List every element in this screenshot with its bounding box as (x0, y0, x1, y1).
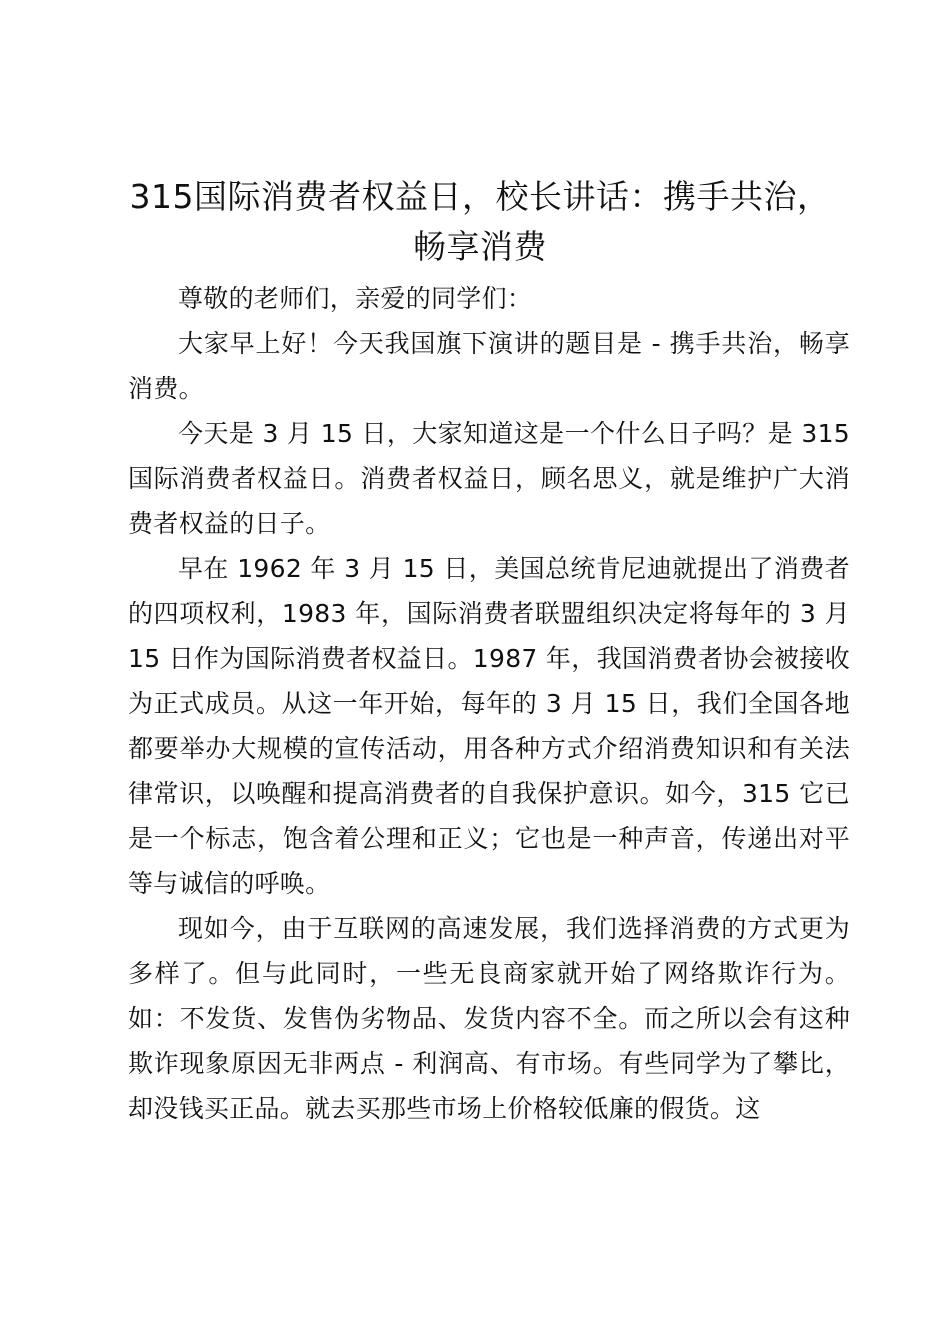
paragraph-online-fraud: 现如今，由于互联网的高速发展，我们选择消费的方式更为多样了。但与此同时，一些无良商家就开始了网络欺诈行为。如：不发货、发售伪劣物品、发货内容不全。而之所以会有这种欺诈现象原因无非两点 - 利润高、有市场。有些同学为了攀比，却没钱买正品。就去买那些市场上价格较低廉的假货。这 (128, 914, 850, 1123)
paragraph-history: 早在 1962 年 3 月 15 日，美国总统肯尼迪就提出了消费者的四项权利，1983 年，国际消费者联盟组织决定将每年的 3 月 15 日作为国际消费者权益日。1987 年，我国消费者协会被接收为正式成员。从这一年开始，每年的 3 月 15 日，我们全国各地都要举办大规模的宣传活动，用各种方式介绍消费知识和有关法律常识，以唤醒和提高消费者的自我保护意识。如今，315 它已是一个标志，饱含着公理和正义；它也是一种声音，传递出对平等与诚信的呼唤。 (128, 554, 850, 898)
paragraph-speech-topic: 大家早上好！今天我国旗下演讲的题目是 - 携手共治，畅享消费。 (128, 329, 850, 403)
document-body (128, 276, 850, 1131)
paragraph-greeting: 尊敬的老师们，亲爱的同学们： (178, 284, 533, 313)
document-title: 315国际消费者权益日，校长讲话：携手共治，畅享消费 (129, 177, 831, 266)
paragraph-consumer-day-intro: 今天是 3 月 15 日，大家知道这是一个什么日子吗？是 315 国际消费者权益日。消费者权益日，顾名思义，就是维护广大消费者权益的日子。 (128, 419, 850, 538)
